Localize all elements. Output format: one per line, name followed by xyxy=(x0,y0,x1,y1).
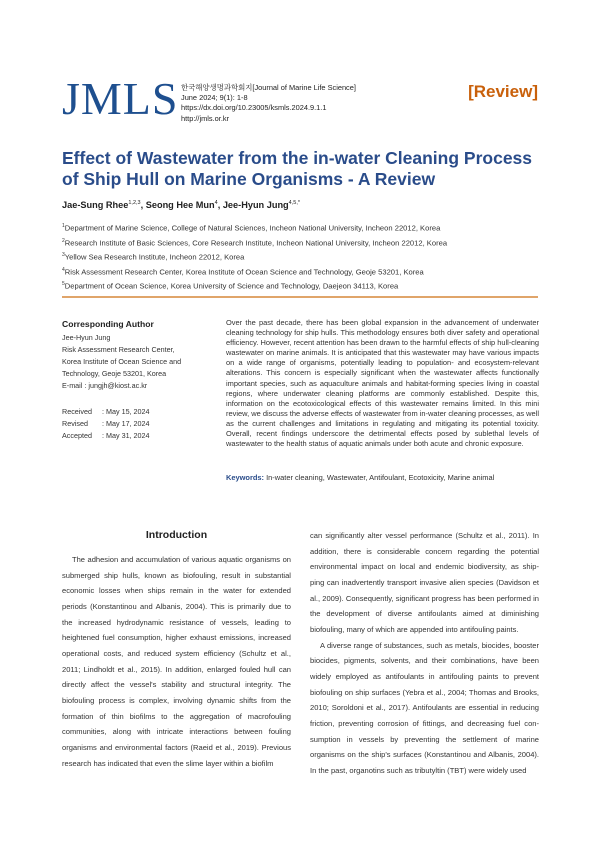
date-accepted: Accepted : May 31, 2024 xyxy=(62,431,150,441)
affiliation-item: $^1$Department of Marine Science, College of Natural Sciences, Incheon National University, Incheon 22012, Korea xyxy=(62,223,441,233)
issue-info: June 2024; 9(1): 1-8 xyxy=(181,93,248,103)
keywords-text: In-water cleaning, Wastewater, Antifoulant, Ecotoxicity, Marine animal xyxy=(266,473,495,482)
date-received: Received : May 15, 2024 xyxy=(62,407,150,416)
author-name: Jee-Hyun Jung xyxy=(222,200,289,211)
body-paragraph: A diverse range of substances, such as metals, biocides, booster biocides, pigments, solvents, and their combinations, have been widely employed as antifoulants in antifouling paints to prevent biofouling on ship surfaces (Yebra et al., 2004; Thomas and Brooks, 2010; Soroldoni et al., 2017). Antifoulants are essential in reducing friction, preventing corrosion of fittings, and decreasing fuel con-sumption in vessels by preventing the settlement of marine organisms on the ship's surfaces (Konstantinou and Albanis, 2004). In the past, organotins such as tributyltin (TBT) were widely used xyxy=(310,640,539,775)
journal-name: 한국해양생명과학회지[Journal of Marine Life Science] xyxy=(181,83,356,92)
author-affil-marker: 1,2,3 xyxy=(128,200,141,206)
article-dates xyxy=(62,406,222,443)
corresponding-details: Jee-Hyun Jung Risk Assessment Research Center, Korea Institute of Ocean Science and Technology, Geoje 53201, Korea E-mail : jungjh@kiost.ac.kr xyxy=(62,332,222,392)
article-title: Effect of Wastewater from the in-water Cleaning Process of Ship Hull on Marine Organisms - A Review xyxy=(62,148,533,189)
body-paragraph: can significantly alter vessel performance (Schultz et al., 2011). In addition, there is considerable concern regarding the potential environmental impact on local and endemic biodiversity, as ship-ping can inadvertently transport invasive alien species (Davidson et al., 2009). Consequently, significant progress has been performed in the development of diverse antifoulants aimed at diminishing biofouling, many of which are appended into antifouling paints. xyxy=(310,531,539,634)
website-link[interactable]: http://jmls.or.kr xyxy=(181,113,230,123)
body-paragraph: The adhesion and accumulation of various aquatic organisms on submerged ship hulls, known as biofouling, result in substantial economic losses when ships remain in the water for extended periods (Konstantinou and Albanis, 2004). This is primarily due to the increased hydrodynamic resistance of vessels, leading to heightened fuel consumption, higher exhaust emissions, increased operational costs, and reduced system efficiency (Schultz et al., 2011; Lindholdt et al., 2015). In addition, enlarged fouled hull can directly affect the vessel's stability and structural integrity. The biofouling process is complex, involving dynamic shifts from the formation of thin biofilms to the aggregation of macrofouling communities, along with intricate interactions between fouling organisms and environmental factors (Raeid et al., 2019). Previous research has indicated that even the slime layer within a biofilm xyxy=(62,555,291,768)
corresponding-heading: Corresponding Author xyxy=(62,319,154,329)
affiliation-item: $^3$Yellow Sea Research Institute, Incheon 22012, Korea xyxy=(62,252,245,262)
article-type-badge: [Review] xyxy=(468,82,538,101)
affiliation-item: $^5$Department of Ocean Science, Korea University of Science and Technology, Daejeon 34113, Korea xyxy=(62,281,399,291)
corresponding-email[interactable]: E-mail : jungjh@kiost.ac.kr xyxy=(62,381,148,390)
body-column-right xyxy=(310,528,539,779)
author-list: Jae-Sung Rhee$^{1,2,3}$, Seong Hee Mun$^4$, Jee-Hyun Jung$^{4,5,*}$ xyxy=(62,200,300,211)
author-name: Jae-Sung Rhee xyxy=(62,200,129,211)
affiliation-item: $^2$Research Institute of Basic Sciences, Core Research Institute, Incheon National University, Incheon 22012, Korea xyxy=(62,237,448,248)
affiliation-item: $^4$Risk Assessment Research Center, Korea Institute of Ocean Science and Technology, Geoje 53201, Korea xyxy=(62,266,424,277)
date-revised: Revised : May 17, 2024 xyxy=(62,419,150,429)
abstract-text: Over the past decade, there has been global expansion in the advancement of underwater cleaning technology for ship hulls. This methodology ensures both diver safety and operational efficiency. However, recent attention has been drawn to the harmful effects of ship hull-cleaning wastewater on marine animals. It is anticipated that this wastewater may have various impacts on a wide range of organisms, potentially leading to population- and ecosystem-relevant alterations. This concern is especially significant when the wastewater affects functionally important species, such as aquaculture animals and habitat-forming species living in coastal regions, where underwater cleaning platforms are commonly established. Despite this, information on the ecotoxicological effects of this wastewater remains limited. In this mini review, we discuss the adverse effects of wastewater from in-water cleaning processes, as well as the current challenges and limitations in regulating and mitigating its potential toxicity. Overall, recent findings underscore the detrimental effects posed by sublethal levels of wastewater to the health status of aquatic animals under both acute and chronic exposure. xyxy=(226,318,539,449)
author-affil-marker: 4 xyxy=(214,200,218,206)
author-name: Seong Hee Mun xyxy=(145,200,215,211)
affiliation-list xyxy=(62,220,542,293)
keywords-label: Keywords: xyxy=(226,473,265,482)
author-affil-marker: 4,5,* xyxy=(288,200,300,206)
doi-link[interactable]: https://dx.doi.org/10.23005/ksmls.2024.9.1.1 xyxy=(181,103,327,113)
journal-logo: JMLS xyxy=(62,73,179,124)
section-heading-introduction: Introduction xyxy=(145,529,208,541)
journal-info xyxy=(181,83,356,124)
keywords xyxy=(226,473,539,482)
body-column-left xyxy=(62,552,291,771)
section-divider xyxy=(62,296,538,298)
